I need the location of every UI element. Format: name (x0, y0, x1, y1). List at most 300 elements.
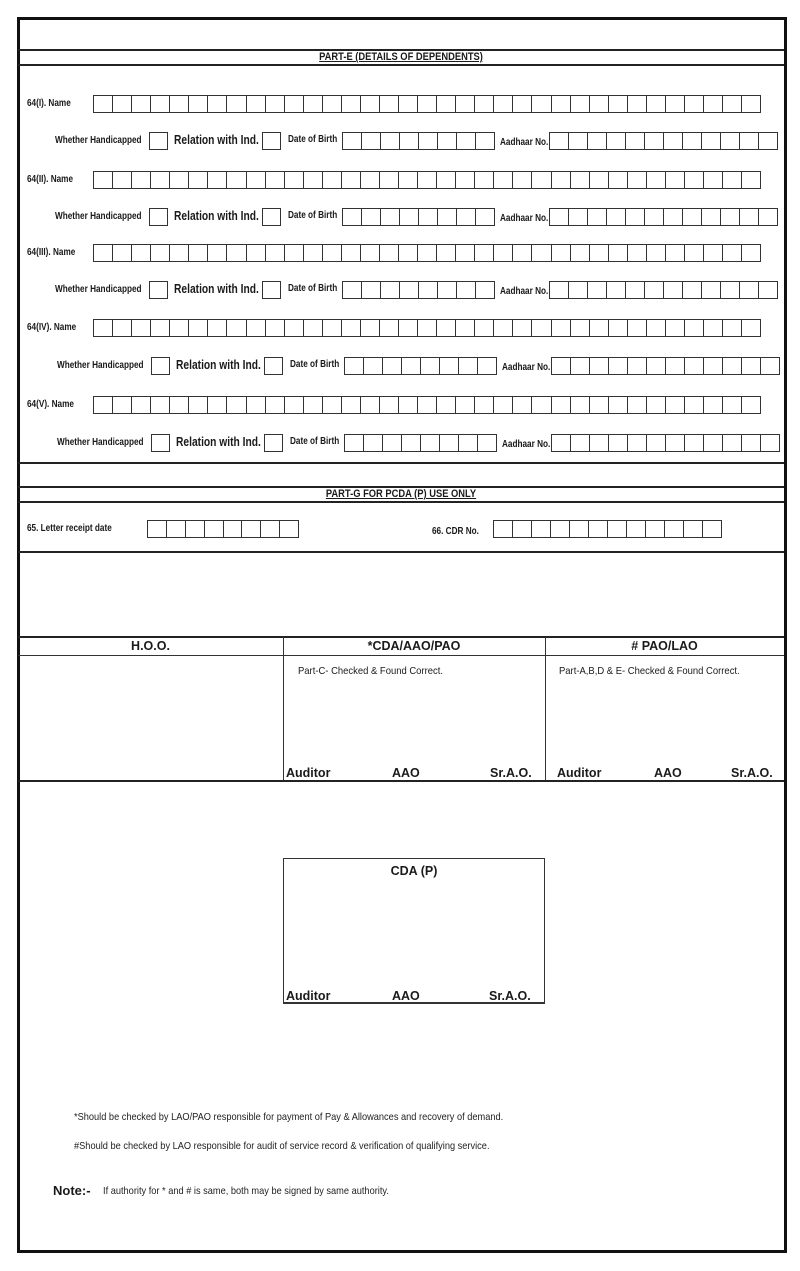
char-box[interactable] (440, 358, 459, 374)
char-box[interactable] (132, 172, 151, 188)
char-box[interactable] (323, 320, 342, 336)
char-box[interactable] (170, 320, 189, 336)
char-box[interactable] (628, 320, 647, 336)
char-box[interactable] (532, 320, 551, 336)
char-box[interactable] (588, 282, 607, 298)
char-box[interactable] (381, 282, 400, 298)
char-box[interactable] (704, 358, 723, 374)
char-box[interactable] (646, 521, 665, 537)
char-box[interactable] (571, 435, 590, 451)
char-box[interactable] (609, 397, 628, 413)
char-box[interactable] (345, 358, 364, 374)
char-box[interactable] (227, 245, 246, 261)
char-box[interactable] (247, 320, 266, 336)
char-box[interactable] (94, 245, 113, 261)
char-box[interactable] (323, 172, 342, 188)
char-box[interactable] (742, 397, 760, 413)
char-box[interactable] (628, 172, 647, 188)
char-box[interactable] (418, 96, 437, 112)
char-box[interactable] (285, 245, 304, 261)
dob-input[interactable] (342, 281, 495, 299)
char-box[interactable] (647, 435, 666, 451)
char-box[interactable] (723, 358, 742, 374)
char-box[interactable] (475, 245, 494, 261)
char-box[interactable] (400, 133, 419, 149)
char-box[interactable] (304, 397, 323, 413)
char-box[interactable] (723, 320, 742, 336)
char-box[interactable] (94, 397, 113, 413)
char-box[interactable] (513, 96, 532, 112)
char-box[interactable] (418, 245, 437, 261)
char-box[interactable] (437, 245, 456, 261)
char-box[interactable] (647, 96, 666, 112)
aadhaar-input[interactable] (551, 357, 780, 375)
char-box[interactable] (400, 209, 419, 225)
char-box[interactable] (552, 172, 571, 188)
char-box[interactable] (685, 320, 704, 336)
char-box[interactable] (532, 397, 551, 413)
char-box[interactable] (627, 521, 646, 537)
char-box[interactable] (476, 209, 494, 225)
char-box[interactable] (590, 245, 609, 261)
char-box[interactable] (723, 172, 742, 188)
char-box[interactable] (609, 358, 628, 374)
char-box[interactable] (513, 245, 532, 261)
char-box[interactable] (399, 172, 418, 188)
char-box[interactable] (666, 96, 685, 112)
char-box[interactable] (742, 96, 760, 112)
char-box[interactable] (208, 320, 227, 336)
char-box[interactable] (683, 209, 702, 225)
char-box[interactable] (609, 435, 628, 451)
char-box[interactable] (552, 96, 571, 112)
char-box[interactable] (343, 133, 362, 149)
char-box[interactable] (364, 358, 383, 374)
char-box[interactable] (571, 397, 590, 413)
cdr-number-input[interactable] (493, 520, 722, 538)
char-box[interactable] (304, 96, 323, 112)
char-box[interactable] (113, 397, 132, 413)
char-box[interactable] (437, 96, 456, 112)
char-box[interactable] (552, 320, 571, 336)
char-box[interactable] (227, 172, 246, 188)
char-box[interactable] (685, 358, 704, 374)
char-box[interactable] (626, 133, 645, 149)
char-box[interactable] (383, 358, 402, 374)
char-box[interactable] (475, 96, 494, 112)
char-box[interactable] (550, 133, 569, 149)
char-box[interactable] (494, 320, 513, 336)
char-box[interactable] (645, 133, 664, 149)
char-box[interactable] (552, 435, 571, 451)
aadhaar-input[interactable] (549, 281, 778, 299)
char-box[interactable] (683, 282, 702, 298)
char-box[interactable] (590, 358, 609, 374)
aadhaar-input[interactable] (549, 208, 778, 226)
char-box[interactable] (666, 172, 685, 188)
char-box[interactable] (402, 435, 421, 451)
char-box[interactable] (151, 320, 170, 336)
char-box[interactable] (362, 133, 381, 149)
char-box[interactable] (609, 96, 628, 112)
char-box[interactable] (590, 320, 609, 336)
char-box[interactable] (362, 209, 381, 225)
char-box[interactable] (132, 96, 151, 112)
char-box[interactable] (151, 397, 170, 413)
handicapped-checkbox[interactable] (149, 208, 168, 226)
aadhaar-input[interactable] (551, 434, 780, 452)
char-box[interactable] (742, 320, 760, 336)
char-box[interactable] (571, 96, 590, 112)
char-box[interactable] (628, 96, 647, 112)
char-box[interactable] (742, 435, 761, 451)
char-box[interactable] (170, 96, 189, 112)
char-box[interactable] (342, 320, 361, 336)
char-box[interactable] (475, 172, 494, 188)
char-box[interactable] (342, 172, 361, 188)
char-box[interactable] (380, 245, 399, 261)
char-box[interactable] (361, 172, 380, 188)
char-box[interactable] (94, 320, 113, 336)
char-box[interactable] (569, 133, 588, 149)
char-box[interactable] (456, 397, 475, 413)
char-box[interactable] (399, 96, 418, 112)
char-box[interactable] (148, 521, 167, 537)
char-box[interactable] (304, 172, 323, 188)
char-box[interactable] (399, 397, 418, 413)
char-box[interactable] (438, 209, 457, 225)
dependent-name-input[interactable] (93, 396, 761, 414)
char-box[interactable] (304, 245, 323, 261)
char-box[interactable] (723, 397, 742, 413)
char-box[interactable] (685, 96, 704, 112)
char-box[interactable] (532, 96, 551, 112)
char-box[interactable] (475, 397, 494, 413)
char-box[interactable] (569, 282, 588, 298)
char-box[interactable] (684, 521, 703, 537)
char-box[interactable] (456, 96, 475, 112)
char-box[interactable] (94, 172, 113, 188)
char-box[interactable] (113, 320, 132, 336)
char-box[interactable] (151, 245, 170, 261)
char-box[interactable] (437, 397, 456, 413)
char-box[interactable] (742, 358, 761, 374)
char-box[interactable] (343, 209, 362, 225)
dob-input[interactable] (342, 208, 495, 226)
char-box[interactable] (571, 172, 590, 188)
char-box[interactable] (132, 320, 151, 336)
char-box[interactable] (494, 172, 513, 188)
char-box[interactable] (704, 245, 723, 261)
char-box[interactable] (227, 397, 246, 413)
char-box[interactable] (421, 358, 440, 374)
char-box[interactable] (380, 96, 399, 112)
char-box[interactable] (266, 245, 285, 261)
char-box[interactable] (132, 245, 151, 261)
char-box[interactable] (704, 397, 723, 413)
dependent-name-input[interactable] (93, 244, 761, 262)
char-box[interactable] (342, 96, 361, 112)
char-box[interactable] (476, 282, 494, 298)
char-box[interactable] (513, 320, 532, 336)
char-box[interactable] (513, 172, 532, 188)
char-box[interactable] (456, 245, 475, 261)
handicapped-checkbox[interactable] (149, 132, 168, 150)
char-box[interactable] (345, 435, 364, 451)
char-box[interactable] (571, 358, 590, 374)
char-box[interactable] (683, 133, 702, 149)
char-box[interactable] (383, 435, 402, 451)
char-box[interactable] (532, 245, 551, 261)
char-box[interactable] (476, 133, 494, 149)
char-box[interactable] (571, 245, 590, 261)
char-box[interactable] (551, 521, 570, 537)
char-box[interactable] (418, 172, 437, 188)
char-box[interactable] (189, 172, 208, 188)
char-box[interactable] (626, 209, 645, 225)
char-box[interactable] (647, 358, 666, 374)
char-box[interactable] (247, 172, 266, 188)
char-box[interactable] (242, 521, 261, 537)
char-box[interactable] (666, 435, 685, 451)
char-box[interactable] (285, 96, 304, 112)
char-box[interactable] (478, 358, 496, 374)
letter-receipt-date-input[interactable] (147, 520, 299, 538)
char-box[interactable] (343, 282, 362, 298)
char-box[interactable] (628, 435, 647, 451)
char-box[interactable] (285, 320, 304, 336)
char-box[interactable] (626, 282, 645, 298)
char-box[interactable] (685, 245, 704, 261)
char-box[interactable] (421, 435, 440, 451)
handicapped-checkbox[interactable] (149, 281, 168, 299)
char-box[interactable] (513, 521, 532, 537)
char-box[interactable] (457, 209, 476, 225)
char-box[interactable] (721, 133, 740, 149)
char-box[interactable] (364, 435, 383, 451)
char-box[interactable] (607, 282, 626, 298)
char-box[interactable] (399, 320, 418, 336)
char-box[interactable] (342, 397, 361, 413)
char-box[interactable] (703, 521, 721, 537)
char-box[interactable] (438, 282, 457, 298)
char-box[interactable] (552, 245, 571, 261)
char-box[interactable] (113, 96, 132, 112)
char-box[interactable] (170, 172, 189, 188)
char-box[interactable] (740, 282, 759, 298)
char-box[interactable] (647, 245, 666, 261)
char-box[interactable] (475, 320, 494, 336)
relation-input[interactable] (262, 281, 281, 299)
char-box[interactable] (459, 358, 478, 374)
char-box[interactable] (323, 397, 342, 413)
char-box[interactable] (224, 521, 243, 537)
char-box[interactable] (759, 133, 777, 149)
char-box[interactable] (380, 397, 399, 413)
char-box[interactable] (419, 282, 438, 298)
char-box[interactable] (151, 96, 170, 112)
char-box[interactable] (478, 435, 496, 451)
char-box[interactable] (588, 209, 607, 225)
char-box[interactable] (590, 172, 609, 188)
char-box[interactable] (418, 397, 437, 413)
char-box[interactable] (609, 172, 628, 188)
char-box[interactable] (457, 282, 476, 298)
char-box[interactable] (113, 245, 132, 261)
relation-input[interactable] (262, 132, 281, 150)
char-box[interactable] (419, 209, 438, 225)
handicapped-checkbox[interactable] (151, 357, 170, 375)
char-box[interactable] (285, 397, 304, 413)
char-box[interactable] (552, 358, 571, 374)
char-box[interactable] (494, 245, 513, 261)
char-box[interactable] (759, 282, 777, 298)
char-box[interactable] (304, 320, 323, 336)
char-box[interactable] (664, 282, 683, 298)
char-box[interactable] (704, 172, 723, 188)
char-box[interactable] (532, 172, 551, 188)
char-box[interactable] (740, 133, 759, 149)
char-box[interactable] (285, 172, 304, 188)
char-box[interactable] (400, 282, 419, 298)
char-box[interactable] (167, 521, 186, 537)
char-box[interactable] (323, 245, 342, 261)
char-box[interactable] (456, 320, 475, 336)
char-box[interactable] (361, 320, 380, 336)
char-box[interactable] (609, 320, 628, 336)
char-box[interactable] (151, 172, 170, 188)
char-box[interactable] (550, 282, 569, 298)
char-box[interactable] (647, 397, 666, 413)
char-box[interactable] (532, 521, 551, 537)
char-box[interactable] (381, 133, 400, 149)
char-box[interactable] (113, 172, 132, 188)
char-box[interactable] (266, 320, 285, 336)
relation-input[interactable] (264, 357, 283, 375)
char-box[interactable] (685, 435, 704, 451)
char-box[interactable] (759, 209, 777, 225)
char-box[interactable] (205, 521, 224, 537)
char-box[interactable] (666, 245, 685, 261)
char-box[interactable] (664, 133, 683, 149)
char-box[interactable] (247, 397, 266, 413)
char-box[interactable] (247, 96, 266, 112)
char-box[interactable] (740, 209, 759, 225)
char-box[interactable] (342, 245, 361, 261)
char-box[interactable] (588, 133, 607, 149)
char-box[interactable] (761, 435, 779, 451)
char-box[interactable] (721, 209, 740, 225)
char-box[interactable] (323, 96, 342, 112)
aadhaar-input[interactable] (549, 132, 778, 150)
char-box[interactable] (438, 133, 457, 149)
char-box[interactable] (647, 320, 666, 336)
relation-input[interactable] (262, 208, 281, 226)
char-box[interactable] (721, 282, 740, 298)
relation-input[interactable] (264, 434, 283, 452)
char-box[interactable] (742, 172, 760, 188)
char-box[interactable] (361, 397, 380, 413)
char-box[interactable] (208, 245, 227, 261)
char-box[interactable] (702, 209, 721, 225)
char-box[interactable] (628, 358, 647, 374)
char-box[interactable] (723, 435, 742, 451)
char-box[interactable] (208, 96, 227, 112)
char-box[interactable] (402, 358, 421, 374)
char-box[interactable] (208, 172, 227, 188)
char-box[interactable] (227, 320, 246, 336)
char-box[interactable] (208, 397, 227, 413)
char-box[interactable] (704, 96, 723, 112)
char-box[interactable] (607, 133, 626, 149)
char-box[interactable] (704, 320, 723, 336)
char-box[interactable] (170, 245, 189, 261)
char-box[interactable] (570, 521, 589, 537)
char-box[interactable] (647, 172, 666, 188)
char-box[interactable] (189, 96, 208, 112)
dependent-name-input[interactable] (93, 319, 761, 337)
char-box[interactable] (552, 397, 571, 413)
char-box[interactable] (266, 397, 285, 413)
dob-input[interactable] (344, 434, 497, 452)
char-box[interactable] (494, 521, 513, 537)
char-box[interactable] (418, 320, 437, 336)
char-box[interactable] (742, 245, 760, 261)
char-box[interactable] (645, 209, 664, 225)
char-box[interactable] (440, 435, 459, 451)
char-box[interactable] (590, 397, 609, 413)
dob-input[interactable] (342, 132, 495, 150)
char-box[interactable] (702, 282, 721, 298)
char-box[interactable] (607, 209, 626, 225)
char-box[interactable] (723, 96, 742, 112)
char-box[interactable] (609, 245, 628, 261)
char-box[interactable] (189, 397, 208, 413)
char-box[interactable] (380, 320, 399, 336)
dependent-name-input[interactable] (93, 95, 761, 113)
dependent-name-input[interactable] (93, 171, 761, 189)
char-box[interactable] (666, 397, 685, 413)
char-box[interactable] (628, 245, 647, 261)
char-box[interactable] (189, 320, 208, 336)
char-box[interactable] (266, 96, 285, 112)
char-box[interactable] (761, 358, 779, 374)
char-box[interactable] (170, 397, 189, 413)
char-box[interactable] (94, 96, 113, 112)
char-box[interactable] (186, 521, 205, 537)
char-box[interactable] (723, 245, 742, 261)
char-box[interactable] (571, 320, 590, 336)
char-box[interactable] (550, 209, 569, 225)
handicapped-checkbox[interactable] (151, 434, 170, 452)
char-box[interactable] (645, 282, 664, 298)
char-box[interactable] (362, 282, 381, 298)
char-box[interactable] (704, 435, 723, 451)
char-box[interactable] (664, 209, 683, 225)
char-box[interactable] (381, 209, 400, 225)
char-box[interactable] (189, 245, 208, 261)
char-box[interactable] (608, 521, 627, 537)
char-box[interactable] (399, 245, 418, 261)
dob-input[interactable] (344, 357, 497, 375)
char-box[interactable] (665, 521, 684, 537)
char-box[interactable] (457, 133, 476, 149)
char-box[interactable] (459, 435, 478, 451)
char-box[interactable] (702, 133, 721, 149)
char-box[interactable] (590, 96, 609, 112)
char-box[interactable] (590, 435, 609, 451)
char-box[interactable] (589, 521, 608, 537)
